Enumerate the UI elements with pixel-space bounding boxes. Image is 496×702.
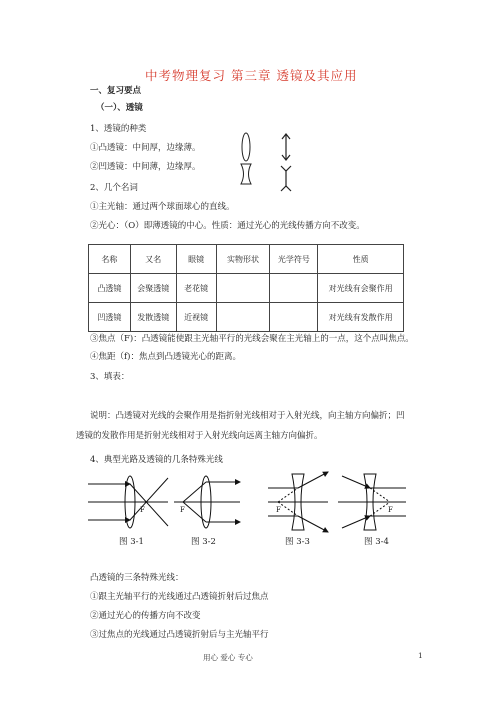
figure-3-2-diagram xyxy=(174,476,240,528)
lens-properties-table xyxy=(88,244,404,332)
convex-rule-3: ③过焦点的光线通过凸透镜折射后与主光轴平行 xyxy=(90,630,269,640)
line-lens-types: 1、透镜的种类 xyxy=(90,124,147,134)
figure-caption-3-2: 图 3-2 xyxy=(191,537,216,547)
concave-lens-symbol xyxy=(281,166,291,191)
convex-rule-2: ②通过光心的传播方向不改变 xyxy=(90,611,201,621)
concave-lens-shape xyxy=(241,164,251,184)
section-heading-light-paths: 4、典型光路及透镜的几条特殊光线 xyxy=(90,455,223,465)
table-cell: 对光线有发散作用 xyxy=(318,303,404,332)
table-header-cell: 光学符号 xyxy=(270,245,318,274)
subsection-heading-lens: （一）、透镜 xyxy=(96,103,143,113)
page-title: 中考物理复习 第三章 透镜及其应用 xyxy=(145,68,358,83)
line-focal-length: ④焦距（f)：焦点到凸透镜光心的距离。 xyxy=(90,352,241,362)
line-fill-table: 3、填表： xyxy=(90,372,130,382)
focus-label-fig2: F xyxy=(180,506,185,514)
figure-3-3-diagram xyxy=(268,472,328,532)
table-cell: 凹透镜 xyxy=(89,303,131,332)
table-header-cell: 实物形状 xyxy=(216,245,270,274)
table-cell: 对光线有会聚作用 xyxy=(318,274,404,303)
ray-diagrams xyxy=(88,468,408,540)
table-cell xyxy=(270,274,318,303)
section-heading-review: 一、复习要点 xyxy=(90,86,142,96)
table-header-cell: 又名 xyxy=(130,245,176,274)
focus-label-fig3: F xyxy=(276,506,281,514)
line-convex: ①凸透镜：中间厚，边缘薄。 xyxy=(90,143,201,153)
convex-rules-heading: 凸透镜的三条特殊光线： xyxy=(90,573,184,583)
convex-lens-symbol xyxy=(282,134,290,160)
focus-label-fig4: F xyxy=(388,506,393,514)
table-cell xyxy=(216,274,270,303)
table-header-cell: 性质 xyxy=(318,245,404,274)
note-line-2: 透镜的发散作用是折射光线相对于入射光线向远离主轴方向偏折。 xyxy=(76,431,323,441)
table-cell xyxy=(216,303,270,332)
table-cell: 近视镜 xyxy=(176,303,216,332)
table-header-cell: 名称 xyxy=(89,245,131,274)
line-focal-point: ③焦点（F)：凸透镜能使跟主光轴平行的光线会聚在主光轴上的一点，这个点叫焦点。 xyxy=(90,334,414,344)
line-terms: 2、几个名词 xyxy=(90,183,138,193)
convex-rule-1: ①跟主光轴平行的光线通过凸透镜折射后过焦点 xyxy=(90,592,269,602)
figure-caption-3-3: 图 3-3 xyxy=(285,537,310,547)
figure-3-4-diagram xyxy=(338,474,406,530)
note-line-1: 说明：凸透镜对光线的会聚作用是指折射光线相对于入射光线，向主轴方向偏折；凹 xyxy=(90,411,405,421)
line-optical-center: ②光心：（O）即薄透镜的中心。性质：通过光心的光线传播方向不改变。 xyxy=(90,221,365,231)
table-cell: 发散透镜 xyxy=(130,303,176,332)
focus-label-fig1: F xyxy=(140,506,145,514)
table-row xyxy=(89,274,404,303)
line-concave: ②凹透镜：中间薄，边缘厚。 xyxy=(90,162,201,172)
line-principal-axis: ①主光轴：通过两个球面球心的直线。 xyxy=(90,202,235,212)
figure-caption-3-1: 图 3-1 xyxy=(119,537,144,547)
table-header-cell: 眼镜 xyxy=(176,245,216,274)
table-cell xyxy=(270,303,318,332)
page-number: 1 xyxy=(418,651,423,660)
table-cell: 凸透镜 xyxy=(89,274,131,303)
figure-3-1-diagram xyxy=(88,476,168,528)
table-header-row xyxy=(89,245,404,274)
table-row xyxy=(89,303,404,332)
table-cell: 老花镜 xyxy=(176,274,216,303)
figure-caption-3-4: 图 3-4 xyxy=(364,537,389,547)
footer-text: 用心 爱心 专心 xyxy=(203,653,253,662)
lens-shapes-illustration xyxy=(230,130,300,195)
convex-lens-shape xyxy=(242,133,250,161)
table-cell: 会聚透镜 xyxy=(130,274,176,303)
